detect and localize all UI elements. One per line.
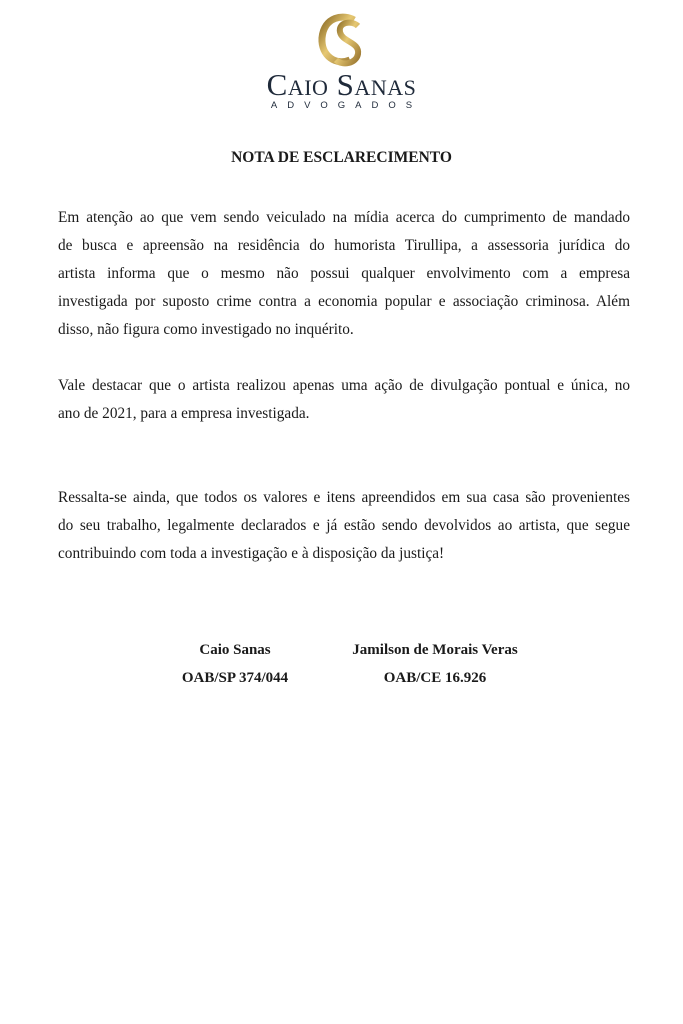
paragraph-2 [58,372,630,428]
firm-subtitle: ADVOGADOS [270,100,423,111]
firm-name: Caio Sanas [266,67,417,102]
signatory-name: Caio Sanas [199,642,271,658]
cs-monogram-icon [314,12,370,68]
text-line: Ressalta-se ainda, que todos os valores e itens apreendidos em sua casa são provenientes [58,489,630,506]
text-line: ano de 2021, para a empresa investigada. [58,405,310,422]
text-line: investigada por suposto crime contra a economia popular e associação criminosa. Além [58,293,630,310]
text-line: de busca e apreensão na residência do humorista Tirullipa, a assessoria jurídica do [58,237,630,254]
text-line: Em atenção ao que vem sendo veiculado na mídia acerca do cumprimento de mandado [58,209,630,226]
signatory-oab: OAB/CE 16.926 [383,670,487,686]
signatory-name: Jamilson de Morais Veras [352,642,518,658]
text-line: contribuindo com toda a investigação e à disposição da justiça! [58,545,445,562]
signature-2 [330,636,540,692]
text-line: Vale destacar que o artista realizou apenas uma ação de divulgação pontual e única, no [58,377,630,394]
signature-1 [150,636,320,692]
text-line: artista informa que o mesmo não possui qualquer envolvimento com a empresa [58,265,630,282]
firm-logo [0,12,683,112]
text-line: do seu trabalho, legalmente declarados e já estão sendo devolvidos ao artista, que segue [58,517,630,534]
document-title: NOTA DE ESCLARECIMENTO [231,149,452,166]
paragraph-3 [58,484,630,568]
text-line: disso, não figura como investigado no inquérito. [58,321,354,338]
signatory-oab: OAB/SP 374/044 [181,670,289,686]
paragraph-1 [58,204,630,344]
